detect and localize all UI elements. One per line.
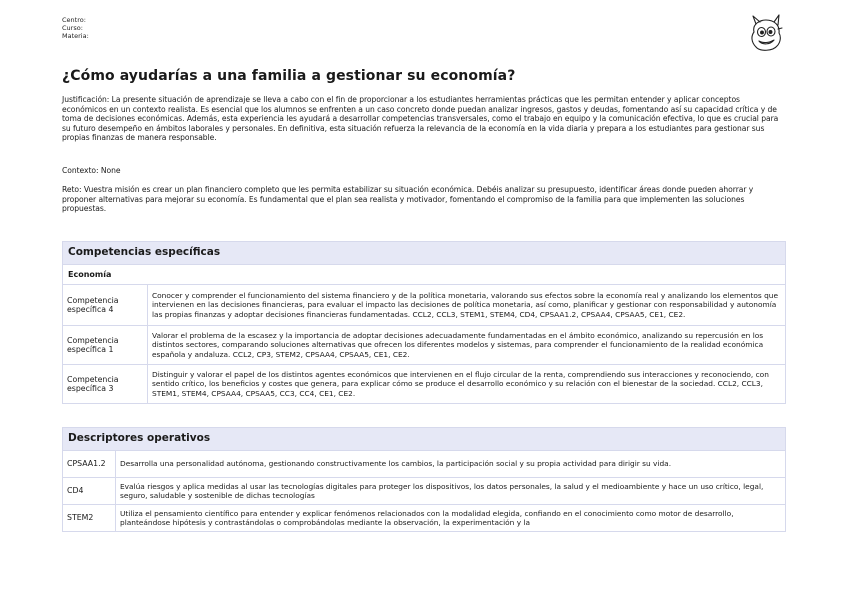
competencias-table bbox=[62, 241, 786, 404]
descriptor-text: Desarrolla una personalidad autónoma, gestionando constructivamente los cambios, la participación social y su propia actividad para dirigir su vida. bbox=[116, 451, 786, 478]
descriptor-code: CPSAA1.2 bbox=[63, 451, 116, 478]
curso-label: Curso: bbox=[62, 24, 83, 32]
reto-paragraph: Reto: Vuestra misión es crear un plan financiero completo que les permita estabilizar su situación económica. Debéis analizar su presupuesto, identificar áreas donde pueden ahorrar y proponer alternativas para mejorar su economía. Es fundamental que el plan sea realista y motivador, fomentando el compromiso de la familia para que implementen las soluciones propuestas. bbox=[62, 185, 754, 214]
table-row bbox=[63, 365, 786, 404]
descriptores-heading: Descriptores operativos bbox=[63, 428, 786, 451]
competencia-text: Conocer y comprender el funcionamiento del sistema financiero y de la política monetaria, valorando sus efectos sobre la economía real y analizando los elementos que intervienen en las decisiones financieras, para evaluar el impacto las decisiones de política monetaria, así como, planificar y gestionar con responsabilidad y autonomía las propias finanzas y adoptar decisiones financieras fundamentadas. CCL2, CCL3, STEM1, STEM4, CD4, CPSAA1.2, CPSAA4, CPSAA5, CE1, CE2. bbox=[148, 285, 786, 326]
table-row bbox=[63, 451, 786, 478]
descriptor-text: Evalúa riesgos y aplica medidas al usar las tecnologías digitales para proteger los dispositivos, los datos personales, la salud y el medioambiente y hace un uso crítico, legal, seguro, saludable y sostenible de dichas tecnologías bbox=[116, 478, 786, 505]
competencia-text: Distinguir y valorar el papel de los distintos agentes económicos que intervienen en el flujo circular de la renta, comprendiendo sus interacciones y reconociendo, con sentido crítico, los beneficios y costes que genera, para explicar cómo se produce el desarrollo económico y su relación con el bienestar de la sociedad. CCL2, CCL3, STEM1, STEM4, CPSAA4, CPSAA5, CC3, CC4, CE1, CE2. bbox=[148, 365, 786, 404]
table-row bbox=[63, 478, 786, 505]
contexto-paragraph: Contexto: None bbox=[62, 166, 121, 175]
competencia-label: Competencia específica 3 bbox=[63, 365, 148, 404]
page-title: ¿Cómo ayudarías a una familia a gestionar su economía? bbox=[62, 68, 516, 84]
competencia-label: Competencia específica 1 bbox=[63, 326, 148, 365]
competencias-heading: Competencias específicas bbox=[63, 242, 786, 265]
mascot-logo-icon bbox=[748, 14, 784, 54]
descriptor-code: CD4 bbox=[63, 478, 116, 505]
descriptor-code: STEM2 bbox=[63, 505, 116, 532]
table-row bbox=[63, 326, 786, 365]
descriptor-text: Utiliza el pensamiento científico para entender y explicar fenómenos relacionados con la modalidad elegida, confiando en el conocimiento como motor de desarrollo, planteándose hipótesis y contrastándolas o comprobándolas mediante la observación, la experimentación y la bbox=[116, 505, 786, 532]
table-row bbox=[63, 285, 786, 326]
document-meta bbox=[62, 16, 786, 40]
centro-label: Centro: bbox=[62, 16, 86, 24]
table-row bbox=[63, 505, 786, 532]
competencia-label: Competencia específica 4 bbox=[63, 285, 148, 326]
justificacion-paragraph: Justificación: La presente situación de aprendizaje se lleva a cabo con el fin de proporcionar a los estudiantes herramientas prácticas que les permitan entender y aplicar conceptos económicos en un contexto realista. Es esencial que los alumnos se enfrenten a un caso concreto donde puedan analizar ingresos, gastos y deudas, fomentando así su capacidad crítica y de toma de decisiones económicas. Además, esta experiencia les ayudará a desarrollar competencias transversales, como el trabajo en equipo y la comunicación efectiva, lo que es crucial para su futuro desempeño en ámbitos laborales y personales. En definitiva, esta situación refuerza la relevancia de la economía en la vida diaria y prepara a los estudiantes para gestionar sus propias finanzas de manera responsable. bbox=[62, 95, 779, 143]
materia-label: Materia: bbox=[62, 32, 89, 40]
competencias-subject: Economía bbox=[63, 265, 786, 285]
descriptores-table bbox=[62, 427, 786, 532]
competencia-text: Valorar el problema de la escasez y la importancia de adoptar decisiones adecuadamente fundamentadas en el ámbito económico, analizando su repercusión en los distintos sectores, comparando soluciones alternativas que ofrecen los diferentes modelos y sistemas, para comprender el funcionamiento de la realidad económica española y andaluza. CCL2, CP3, STEM2, CPSAA4, CPSAA5, CE1, CE2. bbox=[148, 326, 786, 365]
